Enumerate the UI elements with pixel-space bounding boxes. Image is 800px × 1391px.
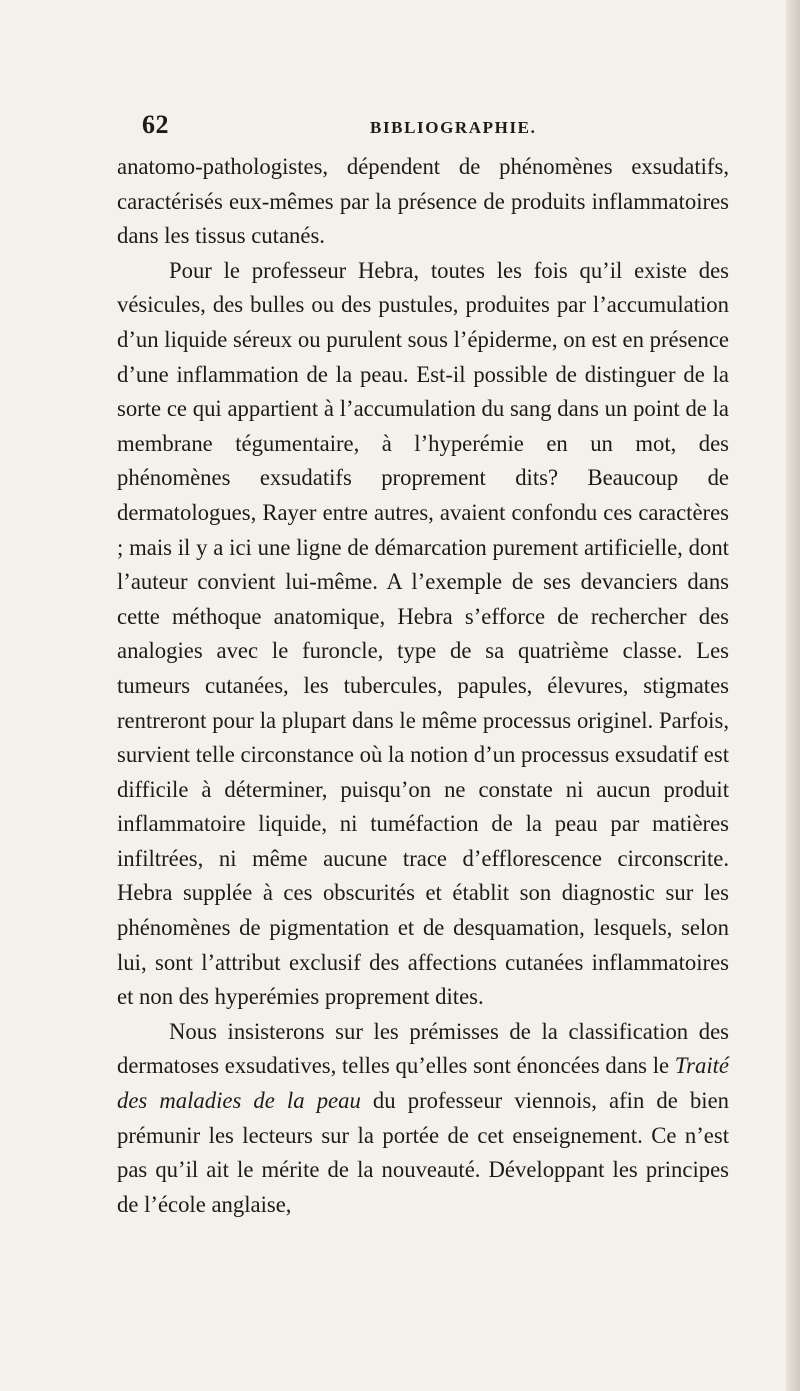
body-text (117, 150, 729, 1222)
paragraph-3 (117, 1015, 729, 1223)
page-edge (786, 0, 800, 1391)
running-head: BIBLIOGRAPHIE. (370, 118, 537, 137)
page-number: 62 (142, 110, 169, 139)
book-title: Traité des maladies de la peau (117, 1053, 729, 1114)
page-header (142, 110, 730, 142)
paragraph-3-end: du professeur viennois, afin de bien prémunir les lecteurs sur la portée de cet enseignement. Ce n’est pas qu’il ait le mérite de la nouveauté. Développant les principes de l’école anglaise, (117, 1088, 730, 1217)
paragraph-1: anatomo-pathologistes, dépendent de phénomènes exsudatifs, caractérisés eux-mêmes par la présence de produits inflammatoires dans les tissus cutanés. (117, 154, 729, 249)
paragraph-2: Pour le professeur Hebra, toutes les fois qu’il existe des vésicules, des bulles ou des pustules, produites par l’accumulation d’un liquide séreux ou purulent sous l’épiderme, on est en présence d’une inflammation de la peau. Est-il possible de distinguer de la sorte ce qui appartient à l’accumulation du sang dans un point de la membrane tégumentaire, à l’hyperémie en un mot, des phénomènes exsudatifs proprement dits? Beaucoup de dermatologues, Rayer entre autres, avaient confondu ces caractères ; mais il y a ici une ligne de démarcation purement artificielle, dont l’auteur convient lui-même. A l’exemple de ses devanciers dans cette méthoque anatomique, Hebra s’efforce de rechercher des analogies avec le furoncle, type de sa quatrième classe. Les tumeurs cutanées, les tubercules, papules, élevures, stigmates rentreront pour la plupart dans le même processus originel. Parfois, survient telle circonstance où la notion d’un processus exsudatif est difficile à déterminer, puisqu’on ne constate ni aucun produit inflammatoire liquide, ni tuméfaction de la peau par matières infiltrées, ni même aucune trace d’efflorescence circonscrite. Hebra supplée à ces obscurités et établit son diagnostic sur les phénomènes de pigmentation et de desquamation, lesquels, selon lui, sont l’attribut exclusif des affections cutanées inflammatoires et non des hyperémies proprement dites. (117, 257, 729, 1010)
paragraph-3-start: Nous insisterons sur les prémisses de la classification des dermatoses exsudatives, telles qu’elles sont énoncées dans le (117, 1018, 729, 1079)
